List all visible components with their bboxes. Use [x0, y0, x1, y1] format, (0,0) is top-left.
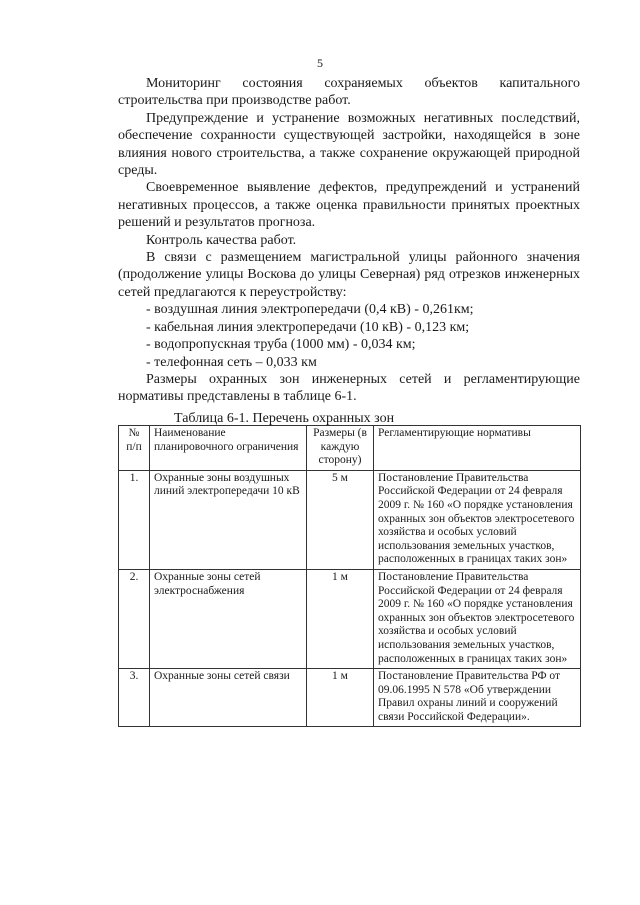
- list-item: - водопропускная труба (1000 мм) - 0,034 км;: [146, 337, 416, 353]
- header-norm: Регламентирующие нормативы: [374, 426, 581, 471]
- paragraph: Своевременное выявление дефектов, предупреждений и устранений негативных процессов, а также оценка правильности принятых проектных решений и результатов прогноза.: [118, 180, 580, 231]
- row-name: Охранные зоны сетей связи: [150, 669, 307, 727]
- table-caption: Таблица 6-1. Перечень охранных зон: [174, 411, 395, 426]
- list-item: - кабельная линия электропередачи (10 кВ) - 0,123 км;: [146, 319, 470, 335]
- row-norm: Постановление Правительства РФ от 09.06.1995 N 578 «Об утверждении Правил охраны линий и сооружений связи Российской Федерации».: [374, 669, 581, 727]
- paragraph: Контроль качества работ.: [146, 232, 297, 248]
- table-row: [119, 569, 581, 668]
- row-size: 1 м: [307, 669, 374, 727]
- header-name: Наименование планировочного ограничения: [150, 426, 307, 471]
- header-size: Размеры (в каждую сторону): [307, 426, 374, 471]
- row-size: 5 м: [307, 470, 374, 569]
- row-size: 1 м: [307, 569, 374, 668]
- page-number: 5: [317, 56, 323, 70]
- header-num: № п/п: [119, 426, 150, 471]
- paragraph: Мониторинг состояния сохраняемых объектов капитального строительства при производстве работ.: [118, 76, 580, 109]
- paragraph: Предупреждение и устранение возможных негативных последствий, обеспечение сохранности существующей застройки, находящейся в зоне влияния нового строительства, а также сохранение окружающей природной среды.: [118, 110, 580, 179]
- table-row: [119, 669, 581, 727]
- list-item: - воздушная линия электропередачи (0,4 кВ) - 0,261км;: [146, 302, 474, 318]
- row-name: Охранные зоны сетей электроснабжения: [150, 569, 307, 668]
- paragraph: Размеры охранных зон инженерных сетей и регламентирующие нормативы представлены в таблице 6-1.: [118, 371, 580, 405]
- document-body: [118, 75, 580, 406]
- row-norm: Постановление Правительства Российской Федерации от 24 февраля 2009 г. № 160 «О порядке установления охранных зон объектов электросетевого хозяйства и особых условий использования земельных участков, расположенных в границах таких зон»: [374, 569, 581, 668]
- table-row: [119, 470, 581, 569]
- list-item: - телефонная сеть – 0,033 км: [146, 354, 317, 370]
- protection-zones-table: [118, 425, 581, 727]
- table-header-row: [119, 426, 581, 471]
- row-norm: Постановление Правительства Российской Федерации от 24 февраля 2009 г. № 160 «О порядке установления охранных зон объектов электросетевого хозяйства и особых условий использования земельных участков, расположенных в границах таких зон»: [374, 470, 581, 569]
- row-name: Охранные зоны воздушных линий электропередачи 10 кВ: [150, 470, 307, 569]
- row-num: 3.: [119, 669, 150, 727]
- row-num: 2.: [119, 569, 150, 668]
- paragraph: В связи с размещением магистральной улицы районного значения (продолжение улицы Воскова до улицы Северная) ряд отрезков инженерных сетей предлагаются к переустройству:: [118, 250, 580, 300]
- row-num: 1.: [119, 470, 150, 569]
